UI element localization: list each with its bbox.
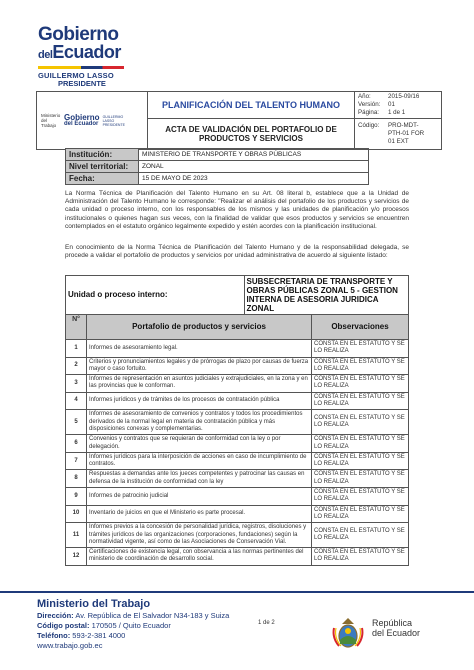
footer-address: Dirección: Av. República de El Salvador N34-183 y Suiza [37, 611, 230, 620]
institution-info-table [65, 148, 369, 185]
table-row [66, 470, 409, 488]
gobierno-logo [38, 26, 138, 92]
row-observation: CONSTA EN EL ESTATUTO Y SE LO REALIZA [312, 488, 409, 506]
header-subtitle: ACTA DE VALIDACIÓN DEL PORTAFOLIO DE PRODUCTOS Y SERVICIOS [148, 119, 355, 150]
row-number: 12 [66, 548, 87, 566]
row-portfolio-item: Informes jurídicos y de trámites de los procesos de contratación pública [87, 392, 312, 410]
row-observation: CONSTA EN EL ESTATUTO Y SE LO REALIZA [312, 410, 409, 435]
row-observation: CONSTA EN EL ESTATUTO Y SE LO REALIZA [312, 452, 409, 470]
row-number: 7 [66, 452, 87, 470]
unit-row [66, 276, 409, 315]
row-observation: CONSTA EN EL ESTATUTO Y SE LO REALIZA [312, 375, 409, 393]
col-portfolio-header: Portafolio de productos y servicios [87, 315, 312, 340]
row-number: 2 [66, 357, 87, 375]
row-number: 3 [66, 375, 87, 393]
info-row: Fecha: 15 DE MAYO DE 2023 [66, 173, 369, 185]
unit-value: SUBSECRETARIA DE TRANSPORTE Y OBRAS PÚBLICAS ZONAL 5 - GESTION INTERNA DE ASESORIA JURIDICA ZONAL [244, 276, 408, 315]
row-observation: CONSTA EN EL ESTATUTO Y SE LO REALIZA [312, 505, 409, 523]
row-observation: CONSTA EN EL ESTATUTO Y SE LO REALIZA [312, 435, 409, 453]
row-number: 10 [66, 505, 87, 523]
row-portfolio-item: Informes de asesoramiento de convenios y contratos y todos los procedimientos derivados de la normal legal en materia de contratación pública y más disposiciones conexas y complementarias. [87, 410, 312, 435]
logo-line1: Gobierno [38, 24, 119, 45]
row-portfolio-item: Informes de representación en asuntos judiciales y extrajudiciales, en la zona y en las provincias que le conforman. [87, 375, 312, 393]
row-observation: CONSTA EN EL ESTATUTO Y SE LO REALIZA [312, 340, 409, 358]
table-row [66, 435, 409, 453]
row-portfolio-item: Informes de asesoramiento legal. [87, 340, 312, 358]
row-observation: CONSTA EN EL ESTATUTO Y SE LO REALIZA [312, 392, 409, 410]
row-number: 6 [66, 435, 87, 453]
page-number: 1 de 2 [258, 620, 275, 626]
logo-president-title: PRESIDENTE [58, 79, 106, 88]
row-portfolio-item: Informes jurídicos para la interposición de acciones en caso de incumplimiento de contratos. [87, 452, 312, 470]
table-row [66, 488, 409, 506]
row-number: 8 [66, 470, 87, 488]
republica-logo-text: República del Ecuador [372, 618, 421, 638]
header-meta-top: Año: 2015-09/16 Versión: 01 Página: 1 de 1 [355, 92, 442, 119]
coat-of-arms-icon [330, 616, 366, 652]
paragraph-validation: En conocimiento de la Norma Técnica de Planificación del Talento Humano y de la responsabilidad delegada, se procede a validar el portafolio de productos y servicios por unidad administrativa de acuerdo al siguiente listado: [65, 244, 409, 260]
row-number: 11 [66, 523, 87, 548]
footer-divider [0, 591, 474, 593]
row-observation: CONSTA EN EL ESTATUTO Y SE LO REALIZA [312, 548, 409, 566]
footer-website[interactable]: www.trabajo.gob.ec [37, 641, 103, 650]
row-observation: CONSTA EN EL ESTATUTO Y SE LO REALIZA [312, 470, 409, 488]
table-row [66, 375, 409, 393]
portfolio-table [65, 275, 409, 566]
row-portfolio-item: Informes de patrocinio judicial [87, 488, 312, 506]
footer-contact [37, 597, 287, 651]
col-obs-header: Observaciones [312, 315, 409, 340]
header-code: Código: PRO-MDT-PTH-01 FOR 01 EXT [355, 119, 442, 150]
row-portfolio-item: Convenios y contratos que se requieran de conformidad con la ley o por delegación. [87, 435, 312, 453]
table-row [66, 392, 409, 410]
logo-flag-bar [38, 66, 124, 69]
header-mini-logo: Ministerio del Trabajo Gobierno del Ecuador GUILLERMO LASSO PRESIDENTE [41, 112, 125, 128]
info-row: Nivel territorial: ZONAL [66, 161, 369, 173]
document-header [36, 91, 442, 150]
header-title: PLANIFICACIÓN DEL TALENTO HUMANO [148, 92, 355, 119]
table-row [66, 523, 409, 548]
row-number: 9 [66, 488, 87, 506]
logo-line2: delEcuador [38, 42, 121, 62]
unit-label: Unidad o proceso interno: [66, 276, 245, 315]
logo-president-name: GUILLERMO LASSO [38, 71, 114, 80]
footer-zip: Código postal: 170505 / Quito Ecuador [37, 621, 171, 630]
table-header-row [66, 315, 409, 340]
row-portfolio-item: Certificaciones de existencia legal, con observancia a las normas pertinentes del ministerio de coordinación de desarrollo social. [87, 548, 312, 566]
table-row [66, 410, 409, 435]
row-number: 5 [66, 410, 87, 435]
table-row [66, 505, 409, 523]
table-row [66, 340, 409, 358]
col-num-header: N° [66, 315, 87, 340]
table-row [66, 548, 409, 566]
row-portfolio-item: Informes previos a la concesión de personalidad jurídica, registros, disoluciones y trámites jurídicos de las organizaciones (corporaciones, fundaciones) según la normatividad vigente, así como de las Asociaciones de Conservación Vial. [87, 523, 312, 548]
row-observation: CONSTA EN EL ESTATUTO Y SE LO REALIZA [312, 357, 409, 375]
header-logo-cell [37, 92, 148, 150]
footer-ministry: Ministerio del Trabajo [37, 598, 151, 610]
footer-phone: Teléfono: 593-2-381 4000 [37, 631, 126, 640]
info-row: Institución: MINISTERIO DE TRANSPORTE Y OBRAS PÚBLICAS [66, 149, 369, 161]
row-portfolio-item: Inventario de juicios en que el Ministerio es parte procesal. [87, 505, 312, 523]
paragraph-norma: La Norma Técnica de Planificación del Talento Humano en su Art. 08 literal b, establece que a la Unidad de Administración del Talento Humano le corresponde: "Realizar el análisis del portafolio de los productos y servicios de cada unidad o proceso interno, con los responsables de los mismos y las unidades de planificación y/o procesos institucionales o quienes hagan sus veces, con la finalidad de validar que esos productos y servicios se encuentren contemplados en el estatuto orgánico legalmente expedido y estén acordes con la planificación institucional. [65, 190, 409, 230]
row-number: 4 [66, 392, 87, 410]
table-row [66, 357, 409, 375]
table-row [66, 452, 409, 470]
row-number: 1 [66, 340, 87, 358]
row-portfolio-item: Respuestas a demandas ante los jueces competentes y patrocinar las causas en defensa de la institución de conformidad con la ley [87, 470, 312, 488]
row-observation: CONSTA EN EL ESTATUTO Y SE LO REALIZA [312, 523, 409, 548]
row-portfolio-item: Criterios y pronunciamientos legales y de prórrogas de plazo por causas de fuerza mayor o caso fortuito. [87, 357, 312, 375]
